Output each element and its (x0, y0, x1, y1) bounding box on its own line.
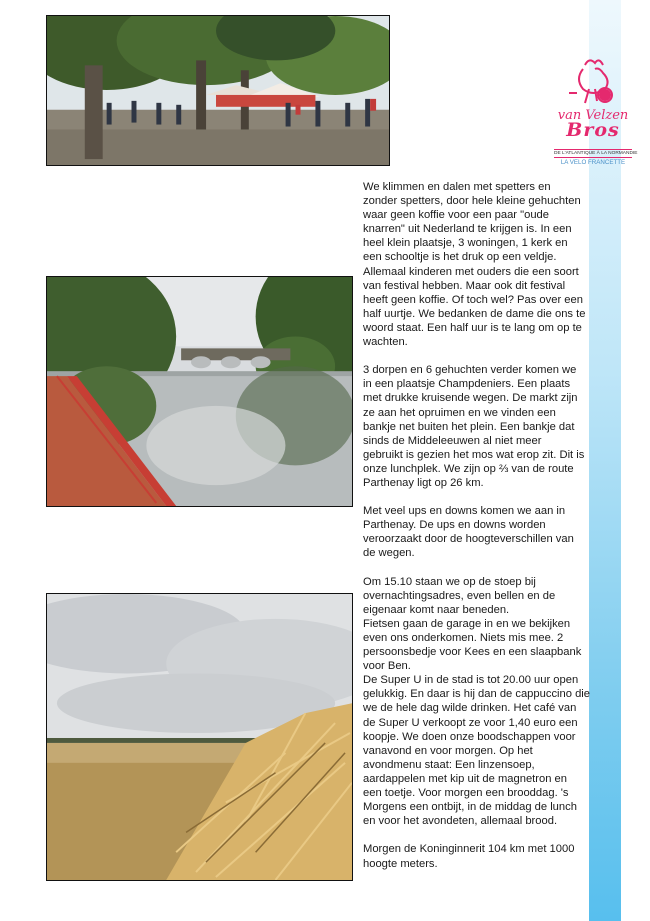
paragraph-5: Morgen de Koninginnerit 104 km met 1000 hoogte meters. (363, 843, 575, 870)
logo-subtitle: LA VELO FRANCETTE (560, 159, 626, 166)
logo-tagline: DE L'ATLANTIQUE À LA NORMANDIE (554, 151, 638, 156)
photo-straw-field (46, 593, 353, 881)
photo-market-square (46, 15, 390, 166)
paragraph-2: 3 dorpen en 6 gehuchten verder komen we in een plaatsje Champdeniers. Een plaats met drukke kruisende wegen. De markt zijn ze aan het opruimen en we vinden een bankje net buiten het plein. Een bankje dat sinds de Middeleeuwen al niet meer gebruikt is gezien het mos wat erop zit. Dit is onze lunchplek. We zijn op ⅔ van de route Parthenay ligt op 26 km. (363, 364, 585, 489)
photo-river-bridge (46, 276, 353, 507)
logo-bros: Bros (566, 119, 620, 141)
paragraph-1: We klimmen en dalen met spetters en zonder spetters, door hele kleine gehuchten waar geen koffie voor een paar "oude knarren" uit Nederland te krijgen is. In een heel klein plaatsje, 3 woningen, 1 kerk en een schooltje is het druk op een veldje. Allemaal kinderen met ouders die een soort van festival hebben. Maar ook dit festival heeft geen koffie. Of toch wel? Pas over een half uurtje. We bedanken de dame die ons te woord staat. Een half uur is te lang om op te wachten. (363, 181, 586, 349)
story-text (363, 180, 613, 885)
rooster-bicycle-icon (563, 55, 623, 110)
logo-name: van Velzen (557, 108, 629, 123)
paragraph-3: Met veel ups en downs komen we aan in Parthenay. De ups en downs worden veroorzaakt door de hoogteverschillen van de wegen. (363, 505, 574, 560)
brand-logo (548, 55, 638, 170)
paragraph-4: Om 15.10 staan we op de stoep bij overnachtingsadres, even bellen en de eigenaar komt naar beneden. Fietsen gaan de garage in en we bekijken even ons onderkomen. Niets mis mee. 2 persoonsbedje voor Kees en een slaapbank voor Ben. De Super U in de stad is tot 20.00 uur open gelukkig. En daar is hij dan de cappuccino die we de hele dag wilde drinken. Het café van de Super U verkoopt ze voor 1,40 euro een koopje. We doen onze boodschappen voor vanavond en voor morgen. Op het avondmenu staat: Een linzensoep, aardappelen met kip uit de magnetron en een toetje. Voor morgen een brooddag. 's Morgens een ontbijt, in de middag de lunch en voor het avondeten, allemaal brood. (363, 575, 591, 828)
